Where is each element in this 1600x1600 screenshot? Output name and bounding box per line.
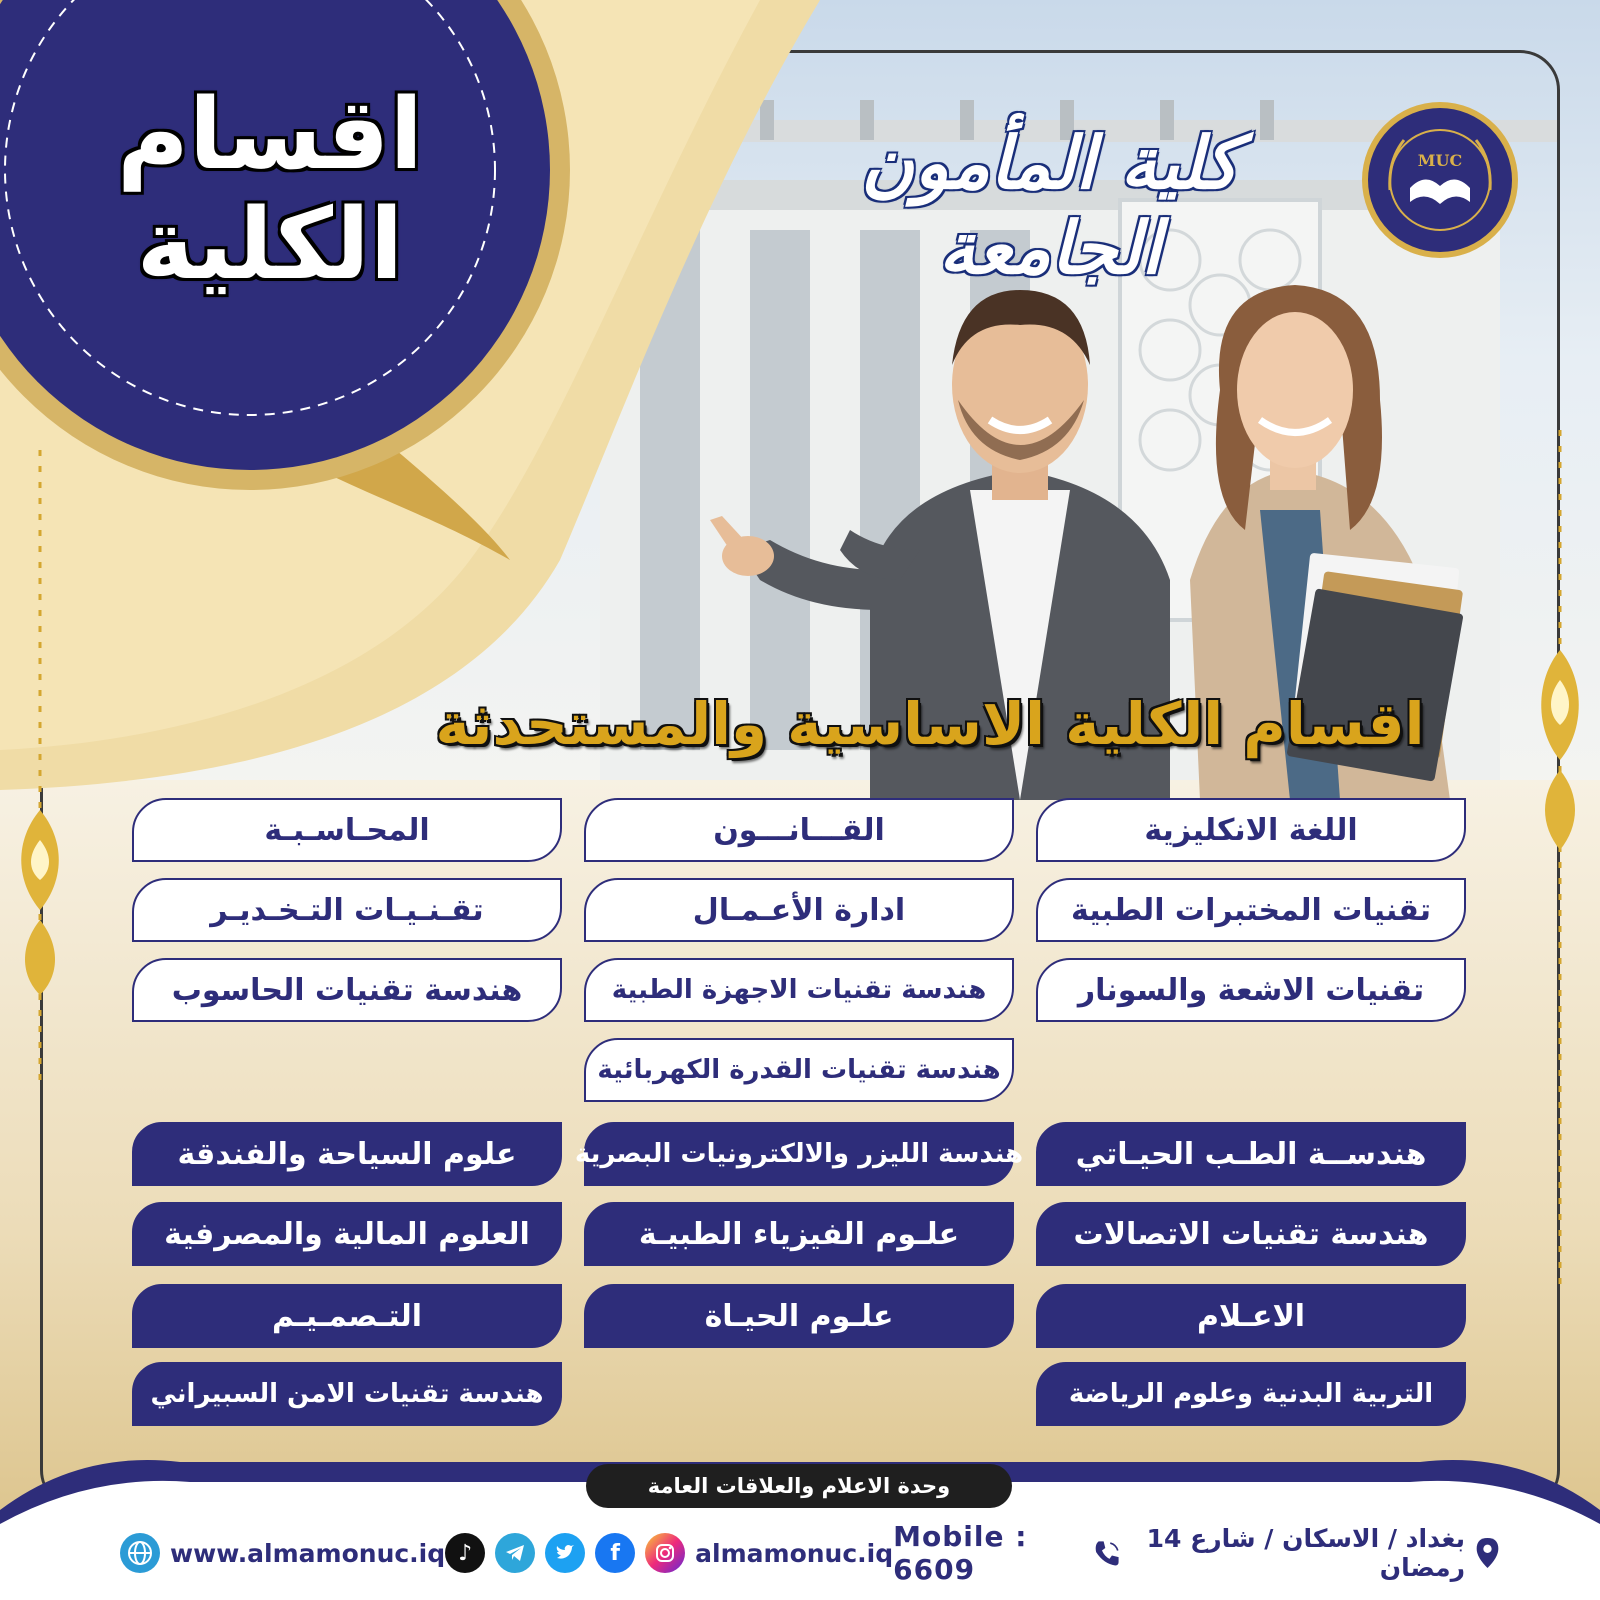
department-button[interactable]: التـصمـيـم [132,1284,562,1348]
department-button[interactable]: هندسة تقنيات الاتصالات [1036,1202,1466,1266]
badge-title-line2: الكلية [136,188,404,302]
mobile-contact[interactable] [893,1520,1121,1586]
tiktok-icon[interactable]: ♪ [445,1533,485,1573]
location-pin-icon [1475,1533,1500,1573]
address-text: بغداد / الاسكان / شارع 14 رمضان [1146,1524,1466,1582]
telegram-icon[interactable] [495,1533,535,1573]
website-text: www.almamonuc.iq [170,1538,446,1568]
department-button[interactable]: هندسة الليزر والالكترونيات البصرية [584,1122,1014,1186]
department-button[interactable]: تقنيات الاشعة والسونار [1036,958,1466,1022]
social-handle: almamonuc.iq [695,1538,894,1568]
media-unit-credit: وحدة الاعلام والعلاقات العامة [586,1464,1012,1508]
social-links [445,1533,893,1573]
website-link[interactable] [120,1533,445,1573]
address [1122,1524,1500,1582]
department-button[interactable]: هندسة تقنيات الامن السبيراني [132,1362,562,1426]
mobile-text: Mobile : 6609 [893,1520,1028,1586]
badge-title [60,80,480,300]
department-button[interactable]: اللغة الانكليزية [1036,798,1466,862]
department-button[interactable]: هندسة تقنيات الحاسوب [132,958,562,1022]
right-gold-ornament [1530,430,1590,1290]
department-button[interactable]: التربية البدنية وعلوم الرياضة [1036,1362,1466,1426]
department-button[interactable]: علـوم الفيزياء الطبيـة [584,1202,1014,1266]
department-button[interactable]: علوم السياحة والفندقة [132,1122,562,1186]
facebook-icon[interactable]: f [595,1533,635,1573]
department-button[interactable]: تقنيات المختبرات الطبية [1036,878,1466,942]
department-button[interactable]: تقـنـيـات التـخـديـر [132,878,562,942]
department-button[interactable]: الاعـلام [1036,1284,1466,1348]
instagram-icon[interactable] [645,1533,685,1573]
footer-contact-row [120,1520,1500,1586]
section-heading: اقسام الكلية الاساسية والمستحدثة [435,690,1425,758]
badge-title-line1: اقسام [116,78,424,192]
department-button[interactable]: علـوم الحيـاة [584,1284,1014,1348]
college-calligraphy: كلية المأمون الجامعة [861,120,1239,290]
department-button[interactable]: هندسة تقنيات القدرة الكهربائية [584,1038,1014,1102]
department-button[interactable]: المحـاسـبـة [132,798,562,862]
twitter-icon[interactable] [545,1533,585,1573]
left-gold-ornament [10,450,70,1090]
phone-icon [1092,1535,1122,1571]
department-button[interactable]: القـــانـــون [584,798,1014,862]
globe-icon [120,1533,160,1573]
department-button[interactable]: العلوم المالية والمصرفية [132,1202,562,1266]
department-button[interactable]: ادارة الأعـمـال [584,878,1014,942]
logo-monogram: MUC [1417,151,1463,170]
department-button[interactable]: هندســة الطـب الحيـاتي [1036,1122,1466,1186]
department-button[interactable]: هندسة تقنيات الاجهزة الطبية [584,958,1014,1022]
college-logo [1360,100,1520,260]
